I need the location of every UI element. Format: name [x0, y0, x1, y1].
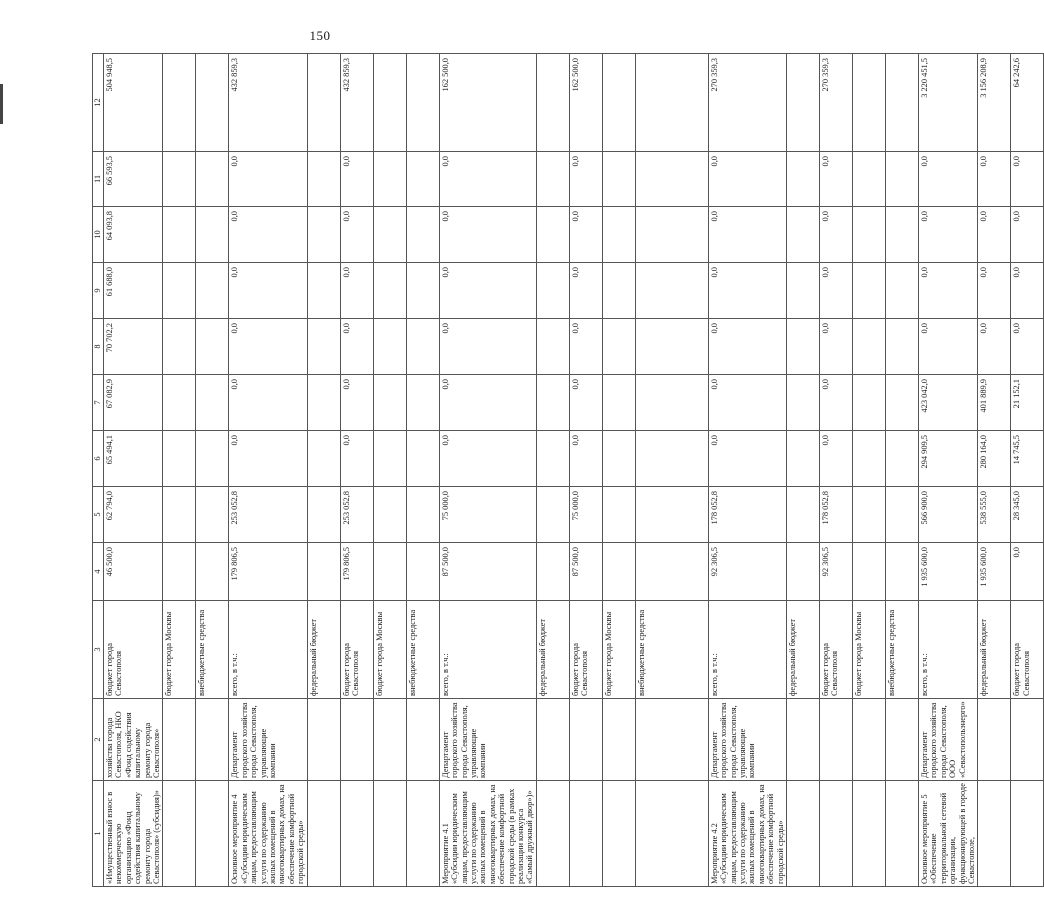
executor-cell [886, 699, 919, 781]
table-row [406, 54, 439, 887]
amount-cell: 0,0 [340, 207, 373, 263]
amount-cell: 0,0 [919, 319, 978, 375]
executor-cell [406, 699, 439, 781]
amount-cell [196, 543, 229, 601]
amount-cell: 64 242,6 [1011, 54, 1044, 152]
executor-cell [163, 699, 196, 781]
amount-cell: 0,0 [569, 207, 602, 263]
amount-cell [853, 431, 886, 487]
amount-cell [373, 54, 406, 152]
amount-cell [307, 319, 340, 375]
amount-cell [602, 207, 635, 263]
amount-cell: 401 889,9 [978, 375, 1011, 431]
amount-cell [307, 263, 340, 319]
amount-cell: 432 859,3 [340, 54, 373, 152]
amount-cell [163, 207, 196, 263]
event-name-cell [373, 781, 406, 887]
amount-cell: 0,0 [919, 263, 978, 319]
amount-cell [787, 54, 820, 152]
executor-cell: хозяйства города Севастополя, НКО «Фонд содействия капитальному ремонту города Севастополя» [104, 699, 163, 781]
amount-cell [196, 375, 229, 431]
amount-cell: 0,0 [569, 319, 602, 375]
column-header-11: 11 [93, 152, 104, 207]
amount-cell: 179 806,5 [229, 543, 307, 601]
amount-cell: 423 042,0 [919, 375, 978, 431]
event-name-cell [536, 781, 569, 887]
funding-source-cell: бюджет города Севастополя [569, 601, 602, 699]
amount-cell: 178 052,8 [820, 487, 853, 543]
amount-cell [536, 487, 569, 543]
executor-cell [569, 699, 602, 781]
amount-cell [886, 431, 919, 487]
amount-cell: 0,0 [1011, 263, 1044, 319]
event-name-cell: Основное мероприятие 5 «Обеспечение территориальной сетевой организации, функционирующей в городе Севастополе, [919, 781, 978, 887]
amount-cell: 0,0 [978, 207, 1011, 263]
column-header-6: 6 [93, 431, 104, 487]
amount-cell: 0,0 [229, 431, 307, 487]
funding-source-cell: внебюджетные средства [196, 601, 229, 699]
amount-cell [886, 319, 919, 375]
event-name-cell: Мероприятие 4.1 «Субсидии юридическим лицам, предоставляющим услуги по содержанию жилых помещений в многоквартирных домах, на обеспечение комфортной городской среды (в рамках реализации конкурса «Самый дружный двор»)» [439, 781, 536, 887]
amount-cell [787, 431, 820, 487]
table-row [163, 54, 196, 887]
amount-cell [886, 207, 919, 263]
amount-cell: 70 702,2 [104, 319, 163, 375]
amount-cell [373, 319, 406, 375]
amount-cell: 0,0 [340, 263, 373, 319]
amount-cell [602, 375, 635, 431]
event-name-cell [820, 781, 853, 887]
amount-cell [196, 319, 229, 375]
amount-cell [787, 543, 820, 601]
amount-cell [853, 263, 886, 319]
amount-cell [196, 263, 229, 319]
funding-source-cell: бюджет города Москвы [602, 601, 635, 699]
amount-cell: 0,0 [1011, 207, 1044, 263]
amount-cell: 253 052,8 [340, 487, 373, 543]
event-name-cell [602, 781, 635, 887]
column-header-12: 12 [93, 54, 104, 152]
executor-cell: Департамент городского хозяйства города Севастополя, ООО «Севастопольэнерго» [919, 699, 978, 781]
funding-source-cell: всего, в т.ч.: [439, 601, 536, 699]
amount-cell: 62 794,0 [104, 487, 163, 543]
amount-cell [163, 543, 196, 601]
table-row [373, 54, 406, 887]
amount-cell [196, 54, 229, 152]
table-row [536, 54, 569, 887]
amount-cell: 0,0 [569, 431, 602, 487]
amount-cell: 3 220 451,5 [919, 54, 978, 152]
amount-cell [196, 207, 229, 263]
table-row [229, 54, 307, 887]
amount-cell: 0,0 [439, 431, 536, 487]
table-row [919, 54, 978, 887]
amount-cell: 0,0 [978, 319, 1011, 375]
amount-cell [602, 263, 635, 319]
funding-source-cell: федеральный бюджет [787, 601, 820, 699]
amount-cell [853, 207, 886, 263]
amount-cell: 0,0 [708, 431, 786, 487]
amount-cell: 162 500,0 [569, 54, 602, 152]
event-name-cell [635, 781, 708, 887]
amount-cell [307, 431, 340, 487]
amount-cell [886, 375, 919, 431]
amount-cell: 162 500,0 [439, 54, 536, 152]
amount-cell [536, 543, 569, 601]
amount-cell: 1 935 600,0 [919, 543, 978, 601]
table-row [886, 54, 919, 887]
amount-cell: 0,0 [820, 263, 853, 319]
table-body [104, 54, 1044, 887]
amount-cell [406, 319, 439, 375]
amount-cell [886, 543, 919, 601]
amount-cell: 280 164,0 [978, 431, 1011, 487]
amount-cell [163, 375, 196, 431]
amount-cell: 75 000,0 [569, 487, 602, 543]
table-row [602, 54, 635, 887]
event-name-cell [163, 781, 196, 887]
table-row [708, 54, 786, 887]
amount-cell: 0,0 [569, 263, 602, 319]
amount-cell [602, 54, 635, 152]
amount-cell: 538 555,0 [978, 487, 1011, 543]
amount-cell [536, 54, 569, 152]
amount-cell [406, 207, 439, 263]
table-row [853, 54, 886, 887]
amount-cell [406, 487, 439, 543]
amount-cell [886, 54, 919, 152]
amount-cell: 0,0 [1011, 543, 1044, 601]
executor-cell [1011, 699, 1044, 781]
amount-cell: 92 306,5 [708, 543, 786, 601]
amount-cell [787, 319, 820, 375]
amount-cell: 0,0 [439, 152, 536, 207]
amount-cell [163, 431, 196, 487]
column-header-10: 10 [93, 207, 104, 263]
amount-cell [307, 543, 340, 601]
table-row [1011, 54, 1044, 887]
amount-cell: 0,0 [439, 263, 536, 319]
event-name-cell [196, 781, 229, 887]
amount-cell [853, 375, 886, 431]
funding-source-cell: бюджет города Севастополя [340, 601, 373, 699]
funding-source-cell: внебюджетные средства [635, 601, 708, 699]
amount-cell: 0,0 [1011, 319, 1044, 375]
amount-cell: 64 093,8 [104, 207, 163, 263]
amount-cell: 0,0 [820, 375, 853, 431]
amount-cell [602, 431, 635, 487]
amount-cell: 0,0 [820, 207, 853, 263]
amount-cell: 178 052,8 [708, 487, 786, 543]
amount-cell: 294 909,5 [919, 431, 978, 487]
amount-cell [406, 543, 439, 601]
executor-cell: Департамент городского хозяйства города Севастополя, управляющие компании [708, 699, 786, 781]
amount-cell: 21 152,1 [1011, 375, 1044, 431]
amount-cell [373, 431, 406, 487]
amount-cell: 61 688,0 [104, 263, 163, 319]
executor-cell [820, 699, 853, 781]
amount-cell [307, 207, 340, 263]
table-row [307, 54, 340, 887]
column-header-5: 5 [93, 487, 104, 543]
funding-source-cell: всего, в т.ч.: [919, 601, 978, 699]
amount-cell: 253 052,8 [229, 487, 307, 543]
amount-cell: 179 806,5 [340, 543, 373, 601]
amount-cell: 87 500,0 [569, 543, 602, 601]
column-header-2: 2 [93, 699, 104, 781]
funding-source-cell: бюджет города Москвы [853, 601, 886, 699]
table-row [787, 54, 820, 887]
amount-cell [787, 375, 820, 431]
executor-cell: Департамент городского хозяйства города Севастополя, управляющие компании [229, 699, 307, 781]
amount-cell: 87 500,0 [439, 543, 536, 601]
amount-cell [163, 263, 196, 319]
amount-cell [406, 263, 439, 319]
amount-cell [635, 487, 708, 543]
executor-cell [635, 699, 708, 781]
executor-cell [536, 699, 569, 781]
event-name-cell [978, 781, 1011, 887]
amount-cell [196, 431, 229, 487]
amount-cell [787, 487, 820, 543]
amount-cell: 0,0 [708, 319, 786, 375]
event-name-cell: «Имущественный взнос в некоммерческую организацию «Фонд содействия капитальному ремонту города Севастополя» (субсидия)» [104, 781, 163, 887]
funding-source-cell: внебюджетные средства [406, 601, 439, 699]
rotated-table-container [92, 54, 1031, 887]
amount-cell: 0,0 [820, 319, 853, 375]
funding-source-cell: федеральный бюджет [978, 601, 1011, 699]
amount-cell: 65 494,1 [104, 431, 163, 487]
event-name-cell [406, 781, 439, 887]
amount-cell [886, 263, 919, 319]
amount-cell [536, 319, 569, 375]
amount-cell: 28 345,0 [1011, 487, 1044, 543]
scan-mark [0, 84, 3, 124]
amount-cell: 0,0 [439, 375, 536, 431]
amount-cell [536, 152, 569, 207]
table-row [340, 54, 373, 887]
amount-cell [853, 543, 886, 601]
amount-cell [787, 207, 820, 263]
amount-cell: 0,0 [708, 152, 786, 207]
amount-cell [602, 543, 635, 601]
executor-cell [340, 699, 373, 781]
amount-cell [373, 487, 406, 543]
amount-cell: 0,0 [708, 263, 786, 319]
amount-cell [373, 207, 406, 263]
amount-cell: 0,0 [919, 152, 978, 207]
amount-cell: 0,0 [340, 375, 373, 431]
funding-source-cell: бюджет города Москвы [373, 601, 406, 699]
amount-cell [307, 487, 340, 543]
event-name-cell [340, 781, 373, 887]
amount-cell [853, 54, 886, 152]
amount-cell: 46 500,0 [104, 543, 163, 601]
amount-cell: 270 359,3 [820, 54, 853, 152]
amount-cell: 3 156 208,9 [978, 54, 1011, 152]
header-row [93, 54, 104, 887]
amount-cell [635, 543, 708, 601]
amount-cell: 0,0 [439, 207, 536, 263]
amount-cell [787, 152, 820, 207]
amount-cell [853, 487, 886, 543]
amount-cell [886, 152, 919, 207]
event-name-cell: Основное мероприятие 4 «Субсидии юридическим лицам, предоставляющим услуги по содержанию жилых помещений в многоквартирных домах, на обеспечение комфортной городской среды» [229, 781, 307, 887]
amount-cell [406, 54, 439, 152]
table-row [820, 54, 853, 887]
column-header-4: 4 [93, 543, 104, 601]
column-header-1: 1 [93, 781, 104, 887]
amount-cell [635, 319, 708, 375]
amount-cell: 0,0 [569, 152, 602, 207]
amount-cell: 66 593,5 [104, 152, 163, 207]
amount-cell [635, 431, 708, 487]
amount-cell: 0,0 [229, 207, 307, 263]
amount-cell [853, 152, 886, 207]
funding-source-cell: внебюджетные средства [886, 601, 919, 699]
amount-cell [307, 54, 340, 152]
event-name-cell [569, 781, 602, 887]
amount-cell [196, 152, 229, 207]
table-row [569, 54, 602, 887]
amount-cell: 0,0 [229, 263, 307, 319]
amount-cell [307, 152, 340, 207]
amount-cell [163, 152, 196, 207]
amount-cell: 0,0 [340, 319, 373, 375]
amount-cell: 0,0 [708, 375, 786, 431]
amount-cell [635, 263, 708, 319]
amount-cell: 432 859,3 [229, 54, 307, 152]
amount-cell [602, 487, 635, 543]
funding-source-cell: федеральный бюджет [307, 601, 340, 699]
column-header-3: 3 [93, 601, 104, 699]
column-header-9: 9 [93, 263, 104, 319]
funding-table [92, 53, 1044, 887]
executor-cell [373, 699, 406, 781]
funding-source-cell: бюджет города Севастополя [104, 601, 163, 699]
amount-cell: 0,0 [1011, 152, 1044, 207]
table-row [196, 54, 229, 887]
amount-cell [373, 375, 406, 431]
amount-cell: 0,0 [820, 431, 853, 487]
event-name-cell: Мероприятие 4.2 «Субсидии юридическим лицам, предоставляющим услуги по содержанию жилых помещений в многоквартирных домах, на обеспечение комфортной городской среды» [708, 781, 786, 887]
table-row [978, 54, 1011, 887]
amount-cell: 75 000,0 [439, 487, 536, 543]
amount-cell: 0,0 [978, 263, 1011, 319]
amount-cell [163, 487, 196, 543]
amount-cell [635, 54, 708, 152]
amount-cell [635, 207, 708, 263]
column-header-8: 8 [93, 319, 104, 375]
amount-cell: 0,0 [569, 375, 602, 431]
amount-cell: 0,0 [340, 431, 373, 487]
funding-source-cell: всего, в т.ч.: [708, 601, 786, 699]
executor-cell [978, 699, 1011, 781]
amount-cell [163, 54, 196, 152]
amount-cell [307, 375, 340, 431]
event-name-cell [886, 781, 919, 887]
table-row [439, 54, 536, 887]
amount-cell [602, 152, 635, 207]
amount-cell [373, 543, 406, 601]
amount-cell: 0,0 [229, 375, 307, 431]
amount-cell: 0,0 [708, 207, 786, 263]
amount-cell [536, 263, 569, 319]
amount-cell [536, 207, 569, 263]
amount-cell: 0,0 [919, 207, 978, 263]
amount-cell: 92 306,5 [820, 543, 853, 601]
funding-source-cell: бюджет города Севастополя [820, 601, 853, 699]
amount-cell: 0,0 [340, 152, 373, 207]
amount-cell: 0,0 [229, 152, 307, 207]
amount-cell [853, 319, 886, 375]
amount-cell [536, 431, 569, 487]
amount-cell [163, 319, 196, 375]
amount-cell: 0,0 [820, 152, 853, 207]
executor-cell [787, 699, 820, 781]
amount-cell [635, 375, 708, 431]
funding-source-cell: всего, в т.ч.: [229, 601, 307, 699]
funding-source-cell: федеральный бюджет [536, 601, 569, 699]
amount-cell [536, 375, 569, 431]
amount-cell [406, 431, 439, 487]
amount-cell [373, 152, 406, 207]
amount-cell [406, 375, 439, 431]
executor-cell [307, 699, 340, 781]
event-name-cell [853, 781, 886, 887]
amount-cell [635, 152, 708, 207]
funding-source-cell: бюджет города Севастополя [1011, 601, 1044, 699]
event-name-cell [307, 781, 340, 887]
amount-cell: 566 900,0 [919, 487, 978, 543]
amount-cell [196, 487, 229, 543]
table-row [635, 54, 708, 887]
amount-cell: 504 948,5 [104, 54, 163, 152]
amount-cell: 14 745,5 [1011, 431, 1044, 487]
amount-cell: 0,0 [439, 319, 536, 375]
amount-cell: 1 935 600,0 [978, 543, 1011, 601]
amount-cell: 67 082,9 [104, 375, 163, 431]
executor-cell [602, 699, 635, 781]
amount-cell [602, 319, 635, 375]
amount-cell [373, 263, 406, 319]
table-row [104, 54, 163, 887]
amount-cell [406, 152, 439, 207]
amount-cell [886, 487, 919, 543]
amount-cell [787, 263, 820, 319]
event-name-cell [787, 781, 820, 887]
executor-cell [853, 699, 886, 781]
executor-cell [196, 699, 229, 781]
amount-cell: 270 359,3 [708, 54, 786, 152]
amount-cell: 0,0 [978, 152, 1011, 207]
page-number: 150 [309, 28, 331, 43]
column-header-7: 7 [93, 375, 104, 431]
amount-cell: 0,0 [229, 319, 307, 375]
funding-source-cell: бюджет города Москвы [163, 601, 196, 699]
executor-cell: Департамент городского хозяйства города Севастополя, управляющие компании [439, 699, 536, 781]
event-name-cell [1011, 781, 1044, 887]
rotated-table-canvas [92, 54, 1031, 887]
